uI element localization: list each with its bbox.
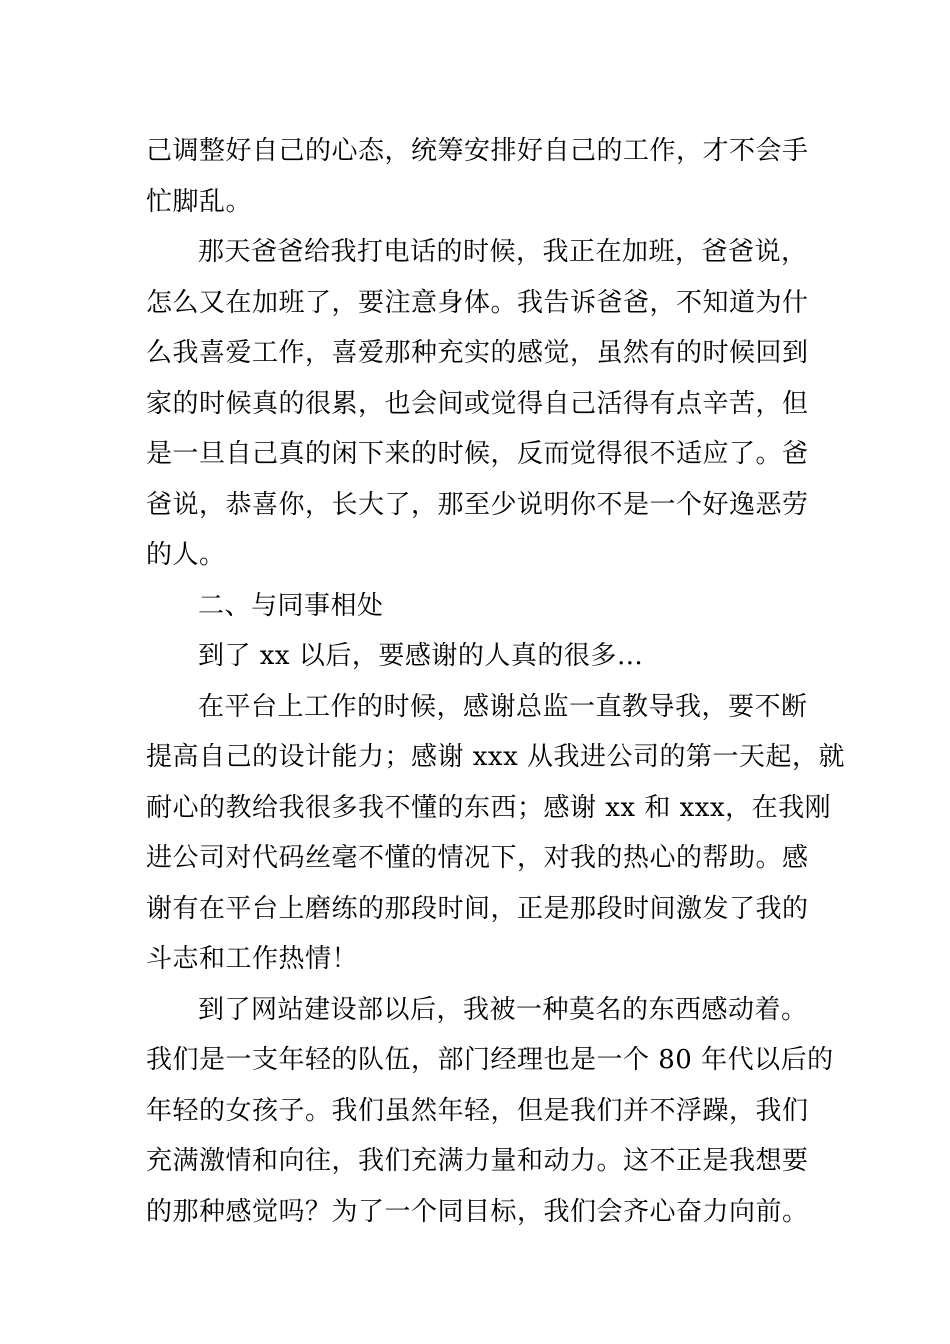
text-line: 进公司对代码丝毫不懂的情况下，对我的热心的帮助。感 — [146, 843, 809, 873]
text-line: 提高自己的设计能力；感谢 xxx 从我进公司的第一天起，就 — [146, 742, 846, 772]
text-line: 怎么又在加班了，要注意身体。我告诉爸爸，不知道为什 — [146, 287, 809, 318]
text-line: 在平台上工作的时候，感谢总监一直教导我，要不断 — [198, 691, 808, 722]
text-line: 己调整好自己的心态，统筹安排好自己的工作，才不会手 — [146, 136, 809, 166]
text-line: 是一旦自己真的闲下来的时候，反而觉得很不适应了。爸 — [146, 439, 809, 469]
text-line: 的那种感觉吗？为了一个同目标，我们会齐心奋力向前。 — [146, 1196, 809, 1227]
text-line: 爸说，恭喜你，长大了，那至少说明你不是一个好逸恶劳 — [146, 489, 809, 520]
text-line: 二、与同事相处 — [198, 590, 384, 621]
text-line: 年轻的女孩子。我们虽然年轻，但是我们并不浮躁，我们 — [146, 1095, 809, 1126]
text-line: 的人。 — [146, 540, 226, 570]
text-line: 那天爸爸给我打电话的时候，我正在加班，爸爸说， — [198, 237, 808, 267]
text-line: 充满激情和向往，我们充满力量和动力。这不正是我想要 — [146, 1146, 809, 1176]
text-line: 忙脚乱。 — [146, 186, 253, 217]
text-line: 家的时候真的很累，也会间或觉得自己活得有点辛苦，但 — [146, 388, 809, 419]
document-body — [146, 126, 846, 1237]
text-line: 么我喜爱工作，喜爱那种充实的感觉，虽然有的时候回到 — [146, 338, 809, 368]
text-line: 谢有在平台上磨练的那段时间，正是那段时间激发了我的 — [146, 893, 809, 924]
text-line: 到了 xx 以后，要感谢的人真的很多… — [198, 641, 644, 671]
text-line: 斗志和工作热情！ — [146, 944, 359, 974]
text-line: 我们是一支年轻的队伍，部门经理也是一个 80 年代以后的 — [146, 1045, 834, 1075]
text-line: 耐心的教给我很多我不懂的东西；感谢 xx 和 xxx，在我刚 — [146, 792, 832, 823]
text-line: 到了网站建设部以后，我被一种莫名的东西感动着。 — [198, 994, 808, 1025]
